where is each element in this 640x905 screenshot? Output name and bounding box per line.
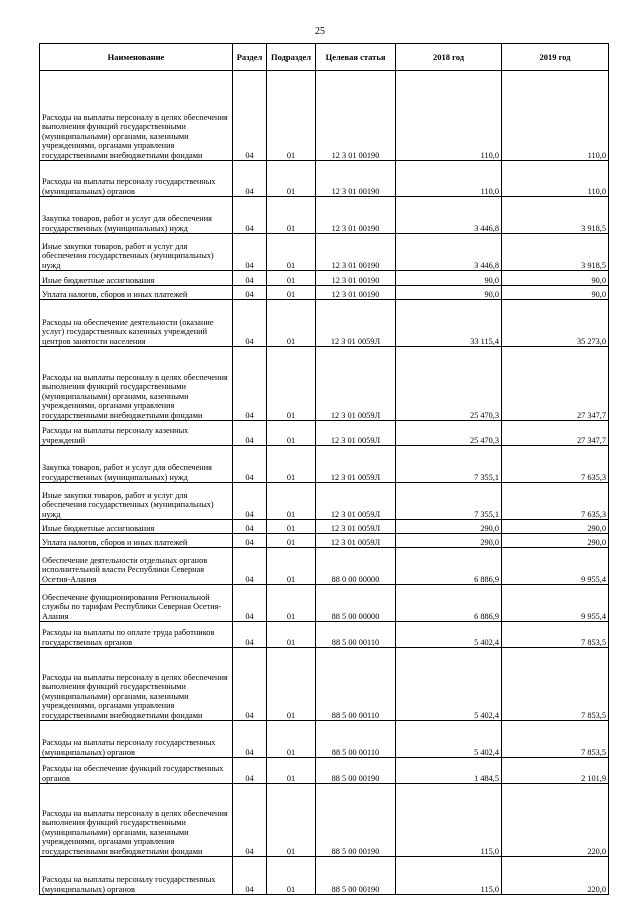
row-value-2019: 7 853,5: [502, 721, 609, 758]
table-row: [40, 520, 609, 534]
table-row: [40, 758, 609, 784]
row-subsection: 01: [267, 548, 316, 585]
row-value-2019: 7 853,5: [502, 622, 609, 648]
row-name: Иные закупки товаров, работ и услуг для обеспечения государственных (муниципальных) нужд: [40, 483, 233, 520]
row-value-2018: 25 470,3: [396, 347, 502, 421]
header-section: Раздел: [233, 44, 267, 71]
row-section: 04: [233, 483, 267, 520]
row-section: 04: [233, 548, 267, 585]
row-value-2019: 3 918,5: [502, 234, 609, 271]
row-article: 12 3 01 0059Л: [316, 520, 396, 534]
row-section: 04: [233, 585, 267, 622]
table-row: [40, 534, 609, 548]
row-value-2018: 5 402,4: [396, 648, 502, 721]
row-subsection: 01: [267, 758, 316, 784]
row-section: 04: [233, 534, 267, 548]
row-subsection: 01: [267, 286, 316, 300]
table-row: [40, 483, 609, 520]
table-row: [40, 271, 609, 286]
table-row: [40, 585, 609, 622]
row-value-2018: 5 402,4: [396, 622, 502, 648]
row-value-2019: 110,0: [502, 71, 609, 161]
row-article: 12 3 01 00190: [316, 271, 396, 286]
row-name: Обеспечение функционирования Региональной службы по тарифам Республики Северная Осетия-Алания: [40, 585, 233, 622]
row-value-2018: 115,0: [396, 857, 502, 895]
row-section: 04: [233, 648, 267, 721]
row-name: Расходы на выплаты персоналу государственных (муниципальных) органов: [40, 721, 233, 758]
table-row: [40, 71, 609, 161]
row-section: 04: [233, 721, 267, 758]
row-section: 04: [233, 446, 267, 483]
row-value-2019: 27 347,7: [502, 421, 609, 446]
row-name: Расходы на выплаты по оплате труда работников государственных органов: [40, 622, 233, 648]
row-article: 12 3 01 00190: [316, 286, 396, 300]
header-subsection: Подраздел: [267, 44, 316, 71]
row-name: Расходы на выплаты персоналу в целях обеспечения выполнения функций государственными (муниципальными) органами, казенными учреждениями, органами управления государственными внебюджетными фондами: [40, 71, 233, 161]
row-article: 88 5 00 00190: [316, 784, 396, 857]
row-article: 12 3 01 00190: [316, 197, 396, 234]
row-value-2019: 220,0: [502, 857, 609, 895]
row-value-2019: 290,0: [502, 534, 609, 548]
row-subsection: 01: [267, 197, 316, 234]
row-name: Уплата налогов, сборов и иных платежей: [40, 286, 233, 300]
row-section: 04: [233, 622, 267, 648]
row-name: Уплата налогов, сборов и иных платежей: [40, 534, 233, 548]
row-value-2018: 3 446,8: [396, 197, 502, 234]
table-row: [40, 347, 609, 421]
row-value-2019: 9 955,4: [502, 585, 609, 622]
table-row: [40, 234, 609, 271]
table-row: [40, 721, 609, 758]
row-article: 12 3 01 0059Л: [316, 483, 396, 520]
row-value-2018: 3 446,8: [396, 234, 502, 271]
row-article: 12 3 01 00190: [316, 71, 396, 161]
page-number: 25: [315, 26, 325, 37]
row-section: 04: [233, 300, 267, 347]
row-name: Иные бюджетные ассигнования: [40, 271, 233, 286]
row-subsection: 01: [267, 234, 316, 271]
row-value-2018: 110,0: [396, 161, 502, 197]
row-article: 12 3 01 0059Л: [316, 446, 396, 483]
table-row: [40, 197, 609, 234]
row-value-2019: 90,0: [502, 286, 609, 300]
row-subsection: 01: [267, 648, 316, 721]
row-article: 88 5 00 00190: [316, 857, 396, 895]
row-section: 04: [233, 286, 267, 300]
row-subsection: 01: [267, 534, 316, 548]
table-row: [40, 300, 609, 347]
row-name: Иные бюджетные ассигнования: [40, 520, 233, 534]
row-value-2019: 27 347,7: [502, 347, 609, 421]
row-value-2018: 33 115,4: [396, 300, 502, 347]
row-value-2019: 35 273,0: [502, 300, 609, 347]
row-section: 04: [233, 857, 267, 895]
row-value-2018: 7 355,1: [396, 483, 502, 520]
row-name: Расходы на обеспечение функций государственных органов: [40, 758, 233, 784]
row-value-2018: 25 470,3: [396, 421, 502, 446]
row-subsection: 01: [267, 71, 316, 161]
row-name: Иные закупки товаров, работ и услуг для обеспечения государственных (муниципальных) нужд: [40, 234, 233, 271]
row-value-2018: 90,0: [396, 286, 502, 300]
row-name: Расходы на выплаты персоналу в целях обеспечения выполнения функций государственными (муниципальными) органами, казенными учреждениями, органами управления государственными внебюджетными фондами: [40, 648, 233, 721]
row-value-2018: 6 886,9: [396, 585, 502, 622]
row-article: 88 5 00 00110: [316, 721, 396, 758]
row-article: 12 3 01 00190: [316, 161, 396, 197]
row-name: Расходы на выплаты персоналу казенных учреждений: [40, 421, 233, 446]
row-section: 04: [233, 71, 267, 161]
table-row: [40, 622, 609, 648]
row-article: 88 5 00 00110: [316, 648, 396, 721]
row-subsection: 01: [267, 784, 316, 857]
header-2018: 2018 год: [396, 44, 502, 71]
row-article: 12 3 01 0059Л: [316, 421, 396, 446]
row-value-2019: 9 955,4: [502, 548, 609, 585]
row-name: Закупка товаров, работ и услуг для обеспечения государственных (муниципальных) нужд: [40, 197, 233, 234]
table-row: [40, 857, 609, 895]
table-row: [40, 784, 609, 857]
row-article: 88 5 00 00110: [316, 622, 396, 648]
row-value-2019: 3 918,5: [502, 197, 609, 234]
budget-table: [39, 43, 609, 895]
row-value-2018: 1 484,5: [396, 758, 502, 784]
row-section: 04: [233, 197, 267, 234]
row-value-2018: 5 402,4: [396, 721, 502, 758]
row-value-2019: 290,0: [502, 520, 609, 534]
header-2019: 2019 год: [502, 44, 609, 71]
row-value-2018: 115,0: [396, 784, 502, 857]
row-section: 04: [233, 234, 267, 271]
row-subsection: 01: [267, 161, 316, 197]
table-row: [40, 421, 609, 446]
header-article: Целевая статья: [316, 44, 396, 71]
row-article: 88 5 00 00190: [316, 758, 396, 784]
row-value-2018: 110,0: [396, 71, 502, 161]
row-section: 04: [233, 271, 267, 286]
row-value-2018: 290,0: [396, 534, 502, 548]
table-header-row: [40, 44, 609, 71]
row-section: 04: [233, 347, 267, 421]
row-subsection: 01: [267, 622, 316, 648]
row-name: Расходы на выплаты персоналу в целях обеспечения выполнения функций государственными (муниципальными) органами, казенными учреждениями, органами управления государственными внебюджетными фондами: [40, 347, 233, 421]
row-name: Расходы на выплаты персоналу в целях обеспечения выполнения функций государственными (муниципальными) органами, казенными учреждениями, органами управления государственными внебюджетными фондами: [40, 784, 233, 857]
row-name: Расходы на выплаты персоналу государственных (муниципальных) органов: [40, 857, 233, 895]
row-article: 12 3 01 0059Л: [316, 534, 396, 548]
row-subsection: 01: [267, 421, 316, 446]
row-value-2019: 7 635,3: [502, 483, 609, 520]
row-subsection: 01: [267, 300, 316, 347]
row-subsection: 01: [267, 483, 316, 520]
row-value-2019: 7 635,3: [502, 446, 609, 483]
row-value-2019: 220,0: [502, 784, 609, 857]
row-subsection: 01: [267, 520, 316, 534]
header-name: Наименование: [40, 44, 233, 71]
row-article: 12 3 01 0059Л: [316, 300, 396, 347]
row-value-2018: 290,0: [396, 520, 502, 534]
table-row: [40, 161, 609, 197]
row-value-2019: 2 101,9: [502, 758, 609, 784]
row-value-2018: 7 355,1: [396, 446, 502, 483]
row-article: 88 0 00 00000: [316, 548, 396, 585]
row-value-2018: 90,0: [396, 271, 502, 286]
row-article: 12 3 01 00190: [316, 234, 396, 271]
row-section: 04: [233, 758, 267, 784]
table-row: [40, 286, 609, 300]
row-subsection: 01: [267, 446, 316, 483]
row-value-2019: 110,0: [502, 161, 609, 197]
row-subsection: 01: [267, 271, 316, 286]
table-row: [40, 446, 609, 483]
table-row: [40, 548, 609, 585]
row-name: Закупка товаров, работ и услуг для обеспечения государственных (муниципальных) нужд: [40, 446, 233, 483]
row-section: 04: [233, 520, 267, 534]
row-subsection: 01: [267, 721, 316, 758]
row-section: 04: [233, 784, 267, 857]
row-value-2019: 7 853,5: [502, 648, 609, 721]
table-row: [40, 648, 609, 721]
row-name: Расходы на выплаты персоналу государственных (муниципальных) органов: [40, 161, 233, 197]
row-subsection: 01: [267, 347, 316, 421]
row-value-2018: 6 886,9: [396, 548, 502, 585]
row-article: 88 5 00 00000: [316, 585, 396, 622]
row-section: 04: [233, 161, 267, 197]
row-name: Обеспечение деятельности отдельных органов исполнительной власти Республики Северная Осетия-Алания: [40, 548, 233, 585]
row-article: 12 3 01 0059Л: [316, 347, 396, 421]
row-section: 04: [233, 421, 267, 446]
row-subsection: 01: [267, 585, 316, 622]
row-subsection: 01: [267, 857, 316, 895]
row-value-2019: 90,0: [502, 271, 609, 286]
row-name: Расходы на обеспечение деятельности (оказание услуг) государственных казенных учреждений центров занятости населения: [40, 300, 233, 347]
